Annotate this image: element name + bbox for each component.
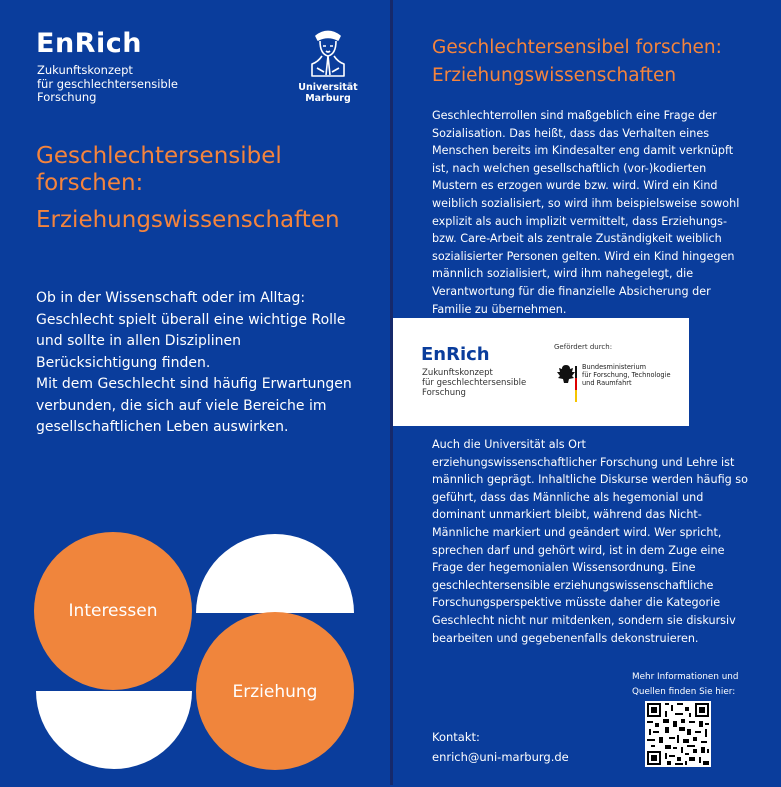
body-paragraph-2: Auch die Universität als Ort erziehungswissenschaftlicher Forschung und Lehre ist männlich geprägt. Inhaltliche Diskurse werden häufig so geführt, dass das Männliche als hegemonial und dominant unmarkiert bleibt, während das Nicht-Männliche markiert und geändert wird. Wer spricht, sprechen darf und gehört wird, ist in dem Zuge eine Frage der hegemonialen Wissensordnung. Eine geschlechtersensible erziehungswissenschaftliche Forschungsperspektive müsste daher die Kategorie Geschlecht nicht nur mitdenken, sondern sie diskursiv bearbeiten und gegebenenfalls dekonstruieren.	[432, 438, 748, 645]
intro-text	[36, 288, 366, 439]
enrich-logo-subtitle: Zukunftskonzept für geschlechtersensible Forschung	[37, 63, 179, 104]
left-panel	[0, 0, 390, 785]
section-title	[432, 34, 762, 90]
page-title	[36, 143, 376, 234]
university-logo	[298, 28, 358, 104]
white-half-circle-top	[196, 534, 354, 613]
federal-eagle-icon	[555, 362, 577, 404]
white-half-circle-bottom	[36, 691, 192, 769]
intro-paragraph: Ob in der Wissenschaft oder im Alltag: Geschlecht spielt überall eine wichtige Rolle und sollte in allen Disziplinen Berücksichtigung finden. Mit dem Geschlecht sind häufig Erwartungen verbunden, die sich auf viele Bereiche im gesellschaftlichen Leben auswirken.	[36, 290, 352, 435]
enrich-logo-title: EnRich	[36, 28, 142, 59]
section-title-line-2: Erziehungswissenschaften	[432, 65, 677, 86]
contact-label: Kontakt:	[432, 730, 480, 744]
sponsor-enrich-title: EnRich	[421, 344, 490, 365]
sponsor-box	[393, 318, 689, 426]
funded-by-label: Gefördert durch:	[554, 343, 613, 351]
title-line-3: Erziehungswissenschaften	[36, 207, 340, 233]
sponsor-enrich-subtitle: Zukunftskonzept für geschlechtersensible Forschung	[422, 368, 527, 398]
title-line-2: forschen:	[36, 170, 144, 196]
label-education: Erziehung	[232, 682, 318, 702]
contact-email-link[interactable]: enrich@uni-marburg.de	[432, 750, 569, 764]
circle-graphic	[34, 532, 356, 787]
section-title-line-1: Geschlechtersensibel forschen:	[432, 37, 722, 58]
body-paragraph-1: Geschlechterrollen sind maßgeblich eine Frage der Sozialisation. Das heißt, dass das Verhalten eines Menschen bereits im Kindesalter eng damit verknüpft ist, nach welchen gesellschaftlich (vor-)kodierten Mustern es erzogen wurde bzw. wird. Wird ein Kind weiblich sozialisiert, so wird ihm beispielsweise sowohl explizit als auch implizit vermittelt, dass Erziehungs- bzw. Care-Arbeit als zentrale Zuständigkeit weiblich sozialisierter Personen gelten. Wird ein Kind hingegen männlich sozialisiert, wird ihm nahegelegt, die Verantwortung für die finanzielle Absicherung der Familie zu übernehmen.	[432, 109, 740, 316]
ministry-name: Bundesministerium für Forschung, Technologie und Raumfahrt	[582, 363, 671, 387]
right-panel	[393, 0, 781, 785]
more-info-text: Mehr Informationen und Quellen finden Sie hier:	[632, 672, 739, 697]
label-interests: Interessen	[68, 601, 158, 621]
qr-code-icon[interactable]	[645, 701, 711, 767]
university-seal-icon	[304, 28, 352, 78]
title-line-1: Geschlechtersensibel	[36, 143, 282, 169]
university-name: Universität Marburg	[298, 82, 358, 104]
